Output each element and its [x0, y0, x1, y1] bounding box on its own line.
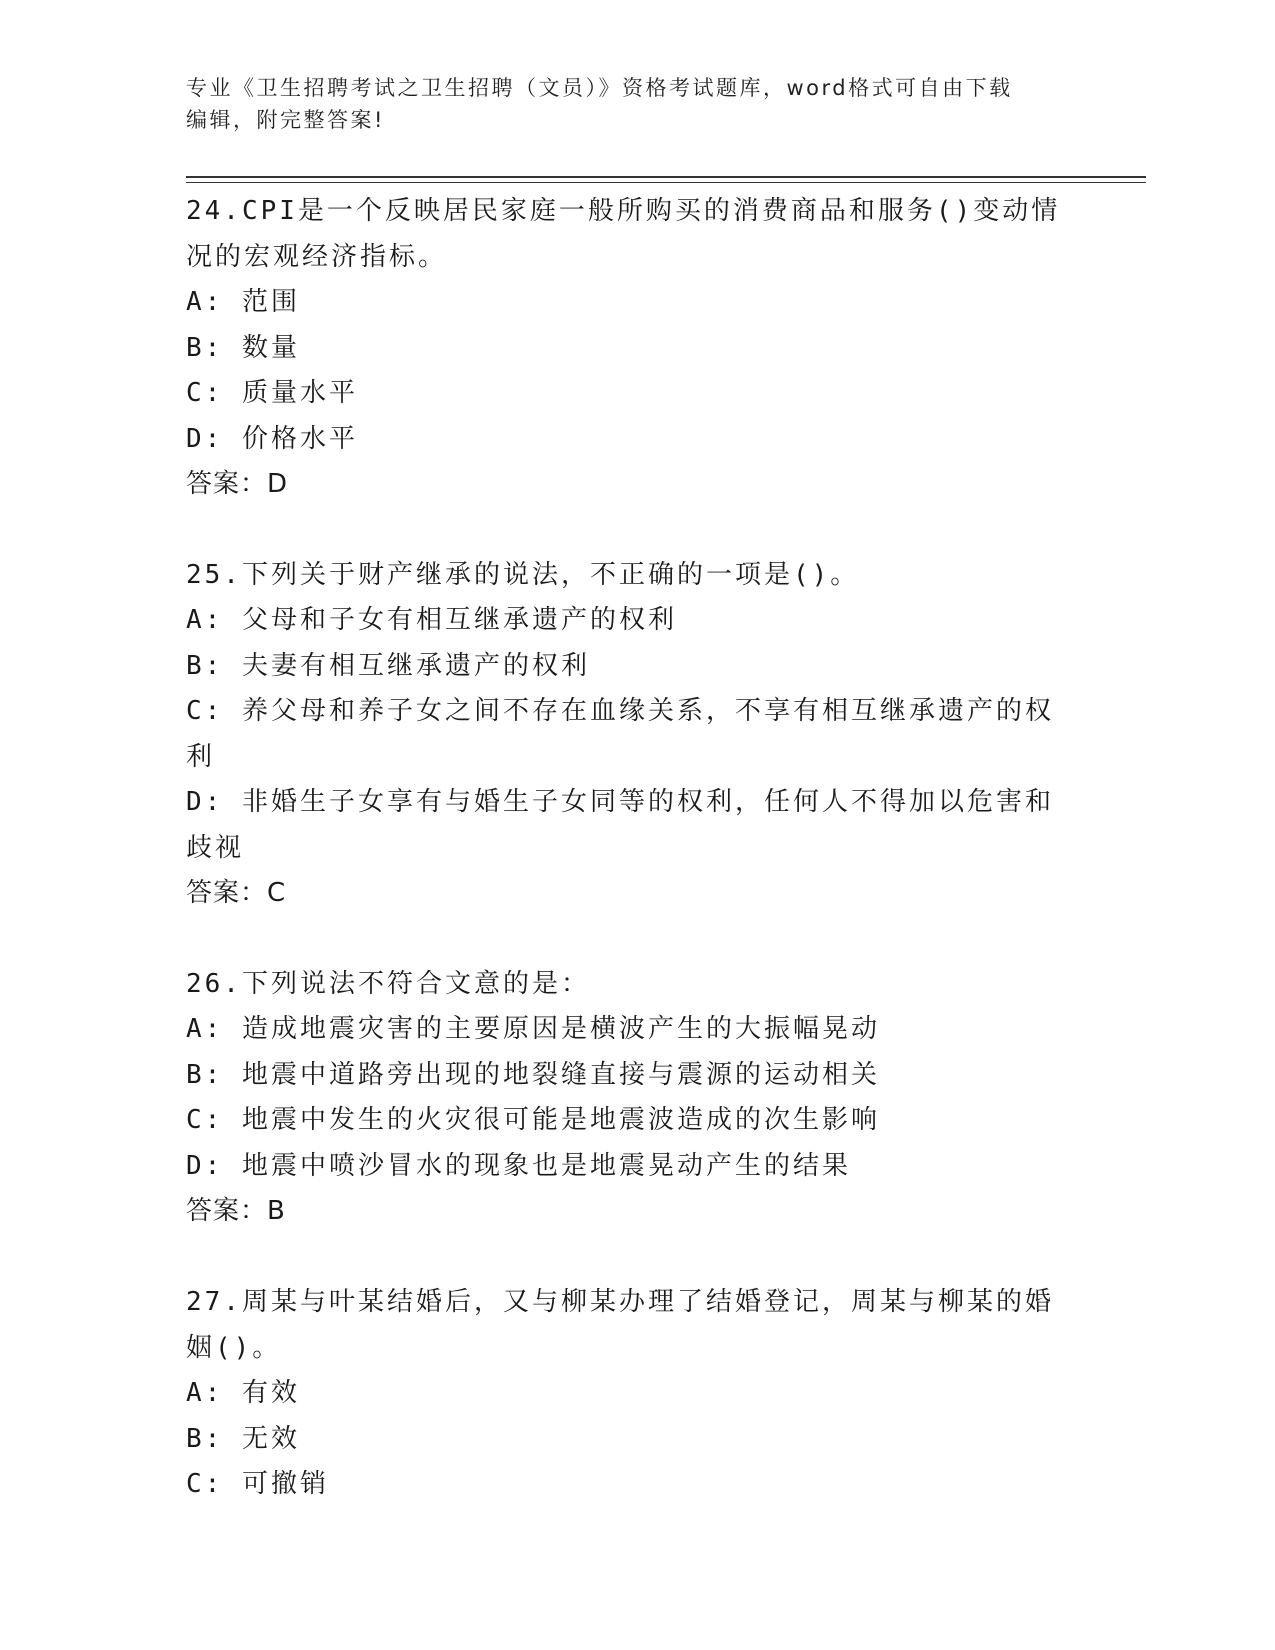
document-header — [186, 72, 1086, 136]
option-a: A: 范围 — [186, 287, 300, 317]
question-list — [186, 188, 1066, 1553]
option-b: B: 数量 — [186, 332, 300, 363]
header-divider-thick — [186, 176, 1146, 178]
option-d: D: 地震中喷沙冒水的现象也是地震晃动产生的结果 — [186, 1150, 851, 1181]
option-d: D: 非婚生子女享有与婚生子女同等的权利，任何人不得加以危害和歧视 — [186, 787, 1054, 863]
option-a: A: 父母和子女有相互继承遗产的权利 — [186, 605, 677, 635]
option-a: A: 造成地震灾害的主要原因是横波产生的大振幅晃动 — [186, 1014, 880, 1044]
question-27 — [186, 1279, 1066, 1508]
answer-line: 答案：D — [186, 469, 289, 499]
answer-line: 答案：B — [186, 1196, 286, 1226]
question-25 — [186, 552, 1066, 916]
answer-line: 答案：C — [186, 878, 287, 908]
header-line-2: 编辑，附完整答案! — [186, 108, 385, 132]
option-c: C: 养父母和养子女之间不存在血缘关系，不享有相互继承遗产的权利 — [186, 696, 1054, 772]
option-b: B: 夫妻有相互继承遗产的权利 — [186, 650, 590, 681]
header-line-1: 专业《卫生招聘考试之卫生招聘（文员）》资格考试题库，word格式可自由下载 — [186, 76, 1013, 100]
question-stem: 27.周某与叶某结婚后，又与柳某办理了结婚登记，周某与柳某的婚姻()。 — [186, 1287, 1054, 1363]
option-c: C: 可撤销 — [186, 1469, 329, 1499]
question-24 — [186, 188, 1066, 507]
option-d: D: 价格水平 — [186, 423, 358, 454]
question-stem: 25.下列关于财产继承的说法，不正确的一项是()。 — [186, 560, 860, 590]
option-c: C: 地震中发生的火灾很可能是地震波造成的次生影响 — [186, 1105, 880, 1135]
option-a: A: 有效 — [186, 1378, 300, 1408]
header-divider-thin — [186, 182, 1146, 183]
question-stem: 26.下列说法不符合文意的是： — [186, 969, 590, 999]
option-c: C: 质量水平 — [186, 378, 358, 408]
question-stem: 24.CPI是一个反映居民家庭一般所购买的消费商品和服务()变动情况的宏观经济指标。 — [186, 196, 1061, 272]
question-26 — [186, 961, 1066, 1234]
option-b: B: 地震中道路旁出现的地裂缝直接与震源的运动相关 — [186, 1059, 880, 1090]
option-b: B: 无效 — [186, 1423, 300, 1454]
